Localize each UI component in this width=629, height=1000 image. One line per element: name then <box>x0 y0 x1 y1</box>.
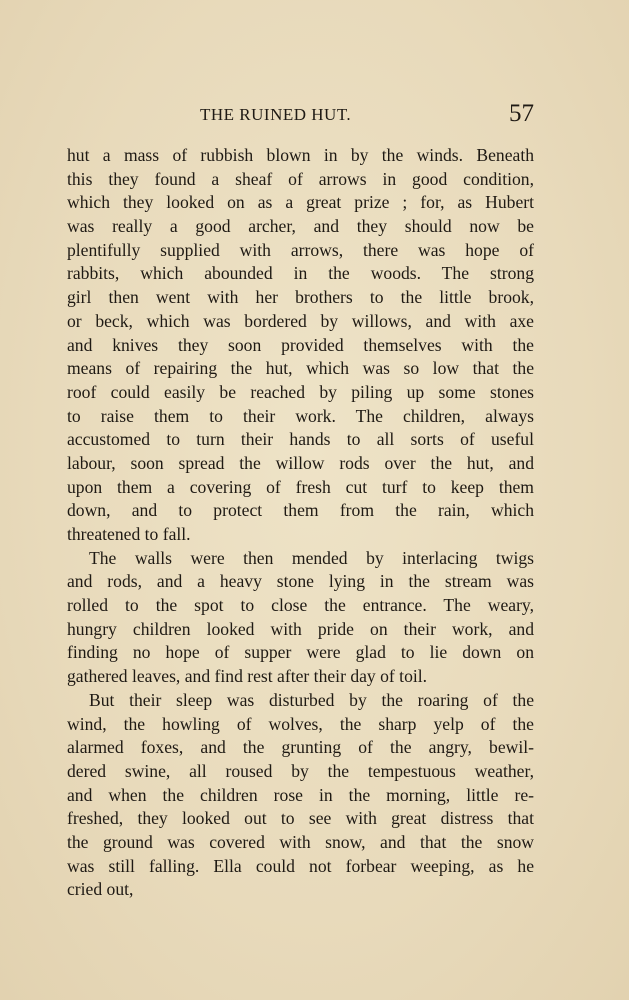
text-line: But their sleep was disturbed by the roaring of the <box>89 689 534 710</box>
text-line: this they found a sheaf of arrows in good condition, <box>67 168 534 189</box>
text-line: or beck, which was bordered by willows, and with axe <box>67 310 534 331</box>
text-line: hungry children looked with pride on their work, and <box>67 618 534 639</box>
text-line: and knives they soon provided themselves with the <box>67 334 534 355</box>
running-title: THE RUINED HUT. <box>200 105 352 124</box>
text-line: and when the children rose in the morning, little re- <box>67 784 534 805</box>
text-line: plentifully supplied with arrows, there was hope of <box>67 239 534 260</box>
text-line: threatened to fall. <box>67 524 191 544</box>
text-line: down, and to protect them from the rain, which <box>67 500 534 521</box>
text-line: hut a mass of rubbish blown in by the winds. Beneath <box>67 145 534 165</box>
text-line: the ground was covered with snow, and that the snow <box>67 831 534 852</box>
text-line: and rods, and a heavy stone lying in the stream was <box>67 571 534 592</box>
text-line: alarmed foxes, and the grunting of the angry, bewil- <box>67 737 534 758</box>
text-line: upon them a covering of fresh cut turf to keep them <box>67 476 534 497</box>
running-header <box>0 100 629 130</box>
text-line: roof could easily be reached by piling up some stones <box>67 381 534 402</box>
text-line: labour, soon spread the willow rods over the hut, and <box>67 452 534 473</box>
text-line: was really a good archer, and they should now be <box>67 216 534 237</box>
text-line: girl then went with her brothers to the little brook, <box>67 287 534 308</box>
text-line: The walls were then mended by interlacing twigs <box>89 547 534 568</box>
text-line: accustomed to turn their hands to all sorts of useful <box>67 429 534 450</box>
page-number: 57 <box>509 100 534 127</box>
text-line: cried out, <box>67 879 134 900</box>
text-line: to raise them to their work. The children, always <box>67 405 534 426</box>
text-line: finding no hope of supper were glad to lie down on <box>67 642 534 663</box>
text-line: rabbits, which abounded in the woods. The strong <box>67 263 534 284</box>
text-line: freshed, they looked out to see with great distress that <box>67 808 534 829</box>
text-line: was still falling. Ella could not forbear weeping, as he <box>67 855 534 876</box>
text-line: wind, the howling of wolves, the sharp yelp of the <box>67 713 534 734</box>
text-line: means of repairing the hut, which was so low that the <box>67 358 534 379</box>
text-line: which they looked on as a great prize ; for, as Hubert <box>67 192 534 213</box>
body-text <box>67 144 534 902</box>
text-line: dered swine, all roused by the tempestuous weather, <box>67 760 534 781</box>
text-line: rolled to the spot to close the entrance. The weary, <box>67 595 534 616</box>
text-line: gathered leaves, and find rest after their day of toil. <box>67 666 428 687</box>
